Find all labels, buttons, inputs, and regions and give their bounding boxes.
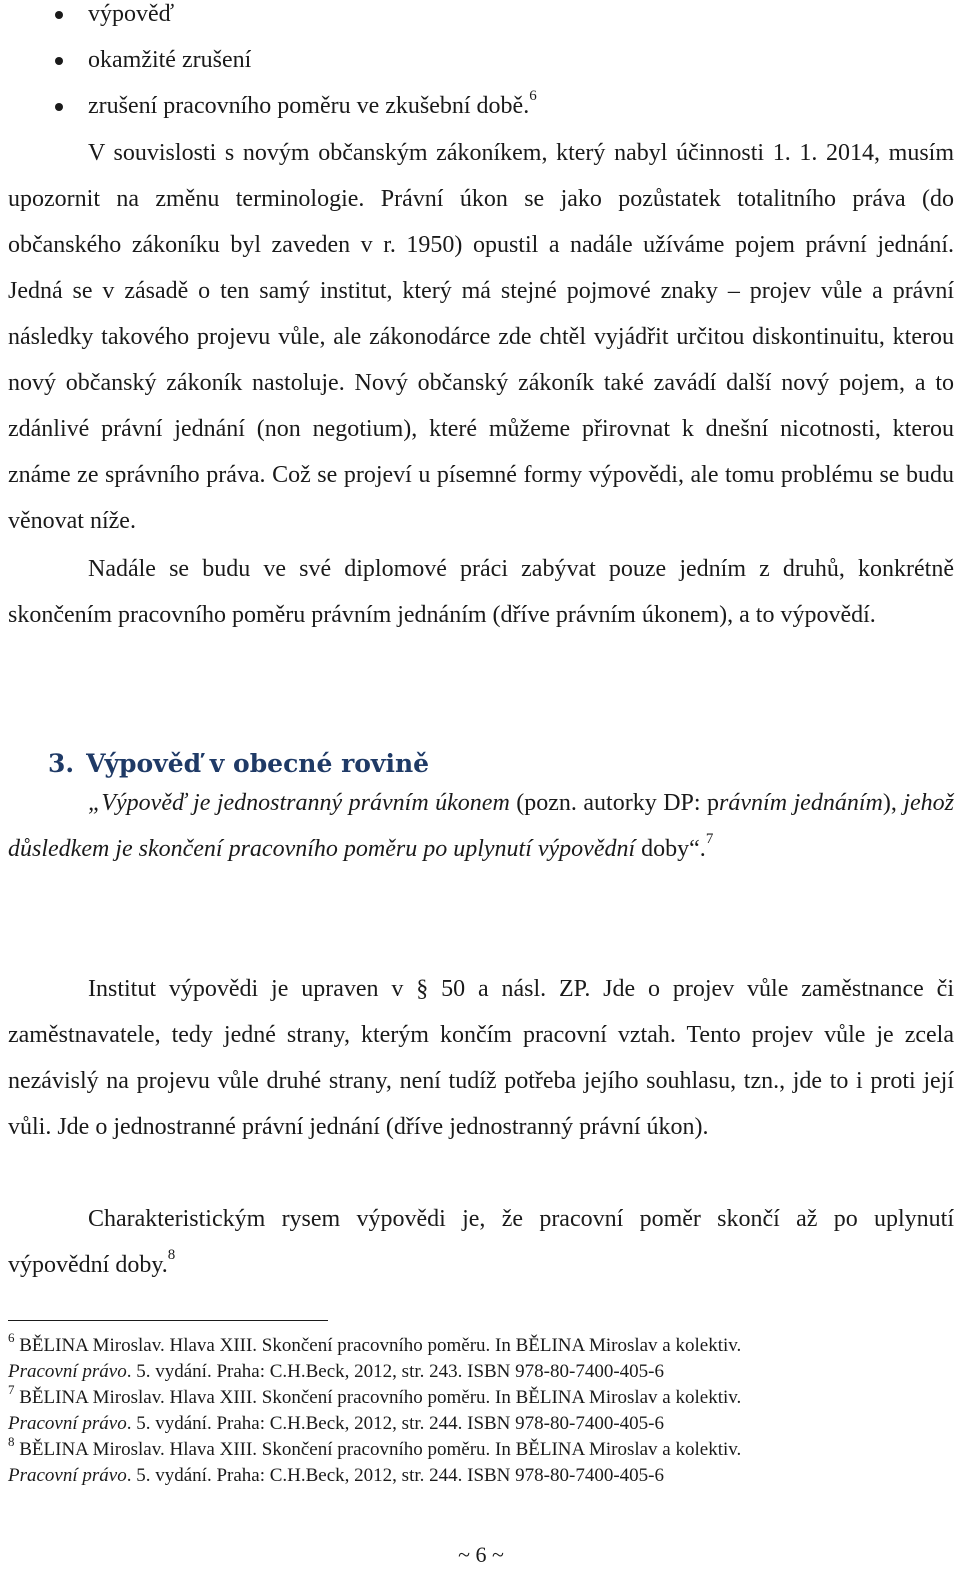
- definition-quote: [8, 780, 954, 872]
- quote-part: „Výpověď je jednostranný právním úkonem: [88, 790, 510, 816]
- footnote-line: [8, 1463, 954, 1489]
- footnote: [8, 1381, 954, 1437]
- footnote-ref: 8: [167, 1247, 176, 1263]
- paragraph-terminology: V souvislosti s novým občanským zákoníkem, který nabyl účinnosti 1. 1. 2014, musím upozornit na změnu terminologie. Právní úkon se jako pozůstatek totalitního práva (do občanského zákoníku byl zaveden v r. 1950) opustil a nadále užíváme pojem právní jednání. Jedná se v zásadě o ten samý institut, který má stejné pojmové znaky – projev vůle a právní následky takového projevu vůle, ale zákonodárce zde chtěl vyjádřit určitou diskontinuitu, kterou nový občanský zákoník nastoluje. Nový občanský zákoník také zavádí další nový pojem, a to zdánlivé právní jednání (non negotium), které můžeme přirovnat k dnešní nicotnosti, kterou známe ze správního práva. Což se projeví u písemné formy výpovědi, ale tomu problému se budu věnovat níže.: [8, 140, 954, 534]
- footnote-text: BĚLINA Miroslav. Hlava XIII. Skončení pracovního poměru. In BĚLINA Miroslav a kolektiv.: [14, 1335, 742, 1356]
- footnote-number: 6: [8, 1329, 15, 1345]
- quote-part: (pozn. autorky DP: p: [509, 790, 720, 816]
- footnote-title: Pracovní právo: [8, 1361, 127, 1382]
- list-item-text: okamžité zrušení: [88, 47, 252, 73]
- paragraph-characteristic: [8, 1196, 954, 1288]
- list-item: [8, 0, 954, 37]
- footnote-text: BĚLINA Miroslav. Hlava XIII. Skončení pracovního poměru. In BĚLINA Miroslav a kolektiv.: [14, 1387, 742, 1408]
- paragraph-text: Charakteristickým rysem výpovědi je, že pracovní poměr skončí až po uplynutí výpovědní doby.: [8, 1206, 954, 1278]
- footnote-line: [8, 1433, 954, 1463]
- footnote-number: 8: [8, 1433, 15, 1449]
- paragraph-scope: Nadále se budu ve své diplomové práci zabývat pouze jedním z druhů, konkrétně skončením pracovního poměru právním jednáním (dříve právním úkonem), a to výpovědí.: [8, 556, 954, 628]
- quote-part: rávním jednáním: [719, 790, 883, 816]
- footnote: [8, 1329, 954, 1385]
- footnote-line: [8, 1381, 954, 1411]
- list-item: [8, 37, 954, 83]
- termination-types-list: [8, 0, 954, 129]
- footnotes: [8, 1329, 954, 1489]
- footnote-line: [8, 1359, 954, 1385]
- footnote-text: . 5. vydání. Praha: C.H.Beck, 2012, str. 243. ISBN 978-80-7400-405-6: [126, 1361, 664, 1382]
- footnote-ref: 7: [705, 831, 714, 847]
- list-item: [8, 83, 954, 129]
- footnote-line: [8, 1411, 954, 1437]
- quote-part: jehož důsledkem je skončení pracovního poměru po uplynutí výpovědní: [8, 790, 954, 862]
- footnote-title: Pracovní právo: [8, 1465, 127, 1486]
- section-heading: [48, 744, 429, 784]
- quote-part: ),: [882, 790, 904, 816]
- page-number: ~ 6 ~: [458, 1542, 504, 1567]
- section-number: 3.: [48, 749, 75, 778]
- list-item-text: zrušení pracovního poměru ve zkušební době.: [88, 93, 530, 119]
- footnote: [8, 1433, 954, 1489]
- paragraph-institute: Institut výpovědi je upraven v § 50 a násl. ZP. Jde o projev vůle zaměstnance či zaměstnavatele, tedy jedné strany, kterým končím pracovní vztah. Tento projev vůle je zcela nezávislý na projevu vůle druhé strany, není tudíž potřeba jejího souhlasu, tzn., jde to i proti její vůli. Jde o jednostranné právní jednání (dříve jednostranný právní úkon).: [8, 976, 954, 1140]
- footnote-separator: [8, 1320, 328, 1321]
- footnote-number: 7: [8, 1381, 15, 1397]
- footnote-line: [8, 1329, 954, 1359]
- footnote-text: . 5. vydání. Praha: C.H.Beck, 2012, str. 244. ISBN 978-80-7400-405-6: [126, 1413, 664, 1434]
- footnote-title: Pracovní právo: [8, 1413, 127, 1434]
- section-title: Výpověď v obecné rovině: [86, 749, 430, 778]
- footnote-text: BĚLINA Miroslav. Hlava XIII. Skončení pracovního poměru. In BĚLINA Miroslav a kolektiv.: [14, 1439, 742, 1460]
- footnote-text: . 5. vydání. Praha: C.H.Beck, 2012, str. 244. ISBN 978-80-7400-405-6: [126, 1465, 664, 1486]
- list-item-text: výpověď: [88, 1, 175, 27]
- footnote-ref: 6: [529, 88, 537, 104]
- quote-part: doby“.: [635, 836, 706, 862]
